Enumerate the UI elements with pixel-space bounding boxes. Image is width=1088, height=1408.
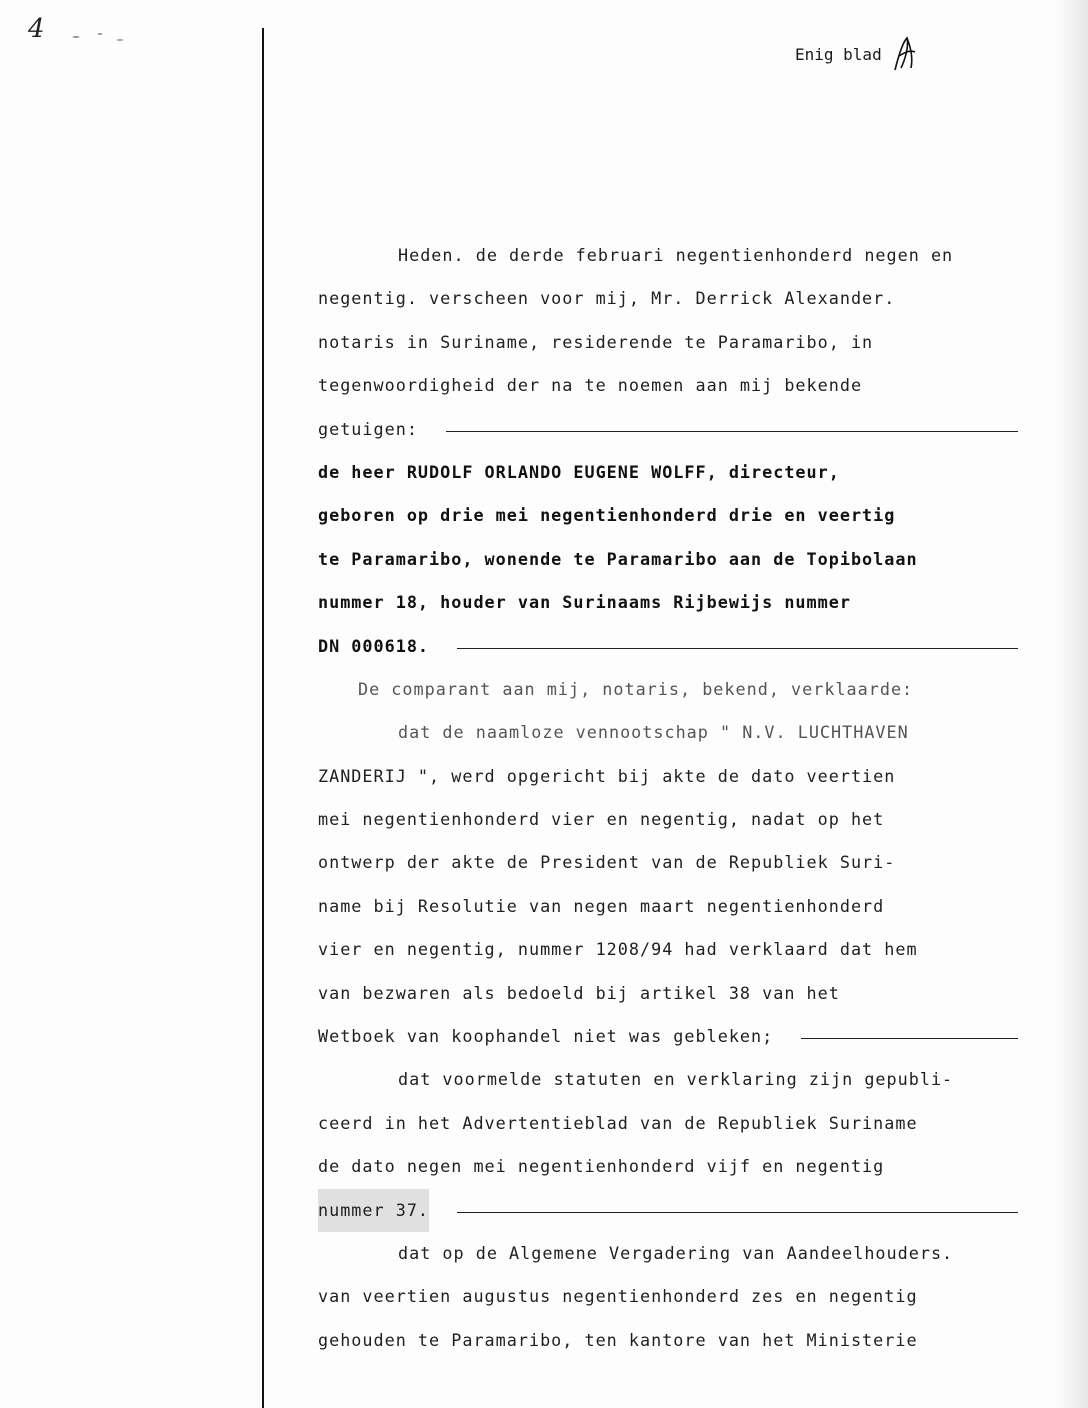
corner-handwritten-mark: 4 [28, 14, 45, 44]
text-line: ceerd in het Advertentieblad van de Republiek Suriname [318, 1112, 918, 1133]
corner-smudge [52, 22, 132, 52]
text-line: vier en negentig, nummer 1208/94 had verklaard dat hem [318, 939, 918, 960]
page-header [795, 34, 917, 74]
text-line: van bezwaren als bedoeld bij artikel 38 van het [318, 982, 840, 1003]
header-label: Enig blad [795, 45, 882, 64]
fill-rule [801, 1038, 1018, 1039]
fill-rule [446, 431, 1018, 432]
text-line: notaris in Suriname, residerende te Paramaribo, in [318, 331, 874, 352]
text-line: gehouden te Paramaribo, ten kantore van het Ministerie [318, 1329, 918, 1350]
text-line: negentig. verscheen voor mij, Mr. Derrick Alexander. [318, 288, 896, 309]
text-line: nummer 37. [318, 1189, 1018, 1232]
text-line: de dato negen mei negentienhonderd vijf en negentig [318, 1156, 885, 1177]
text-line: dat de naamloze vennootschap " N.V. LUCHTHAVEN [398, 722, 909, 743]
deed-body [318, 234, 1018, 1362]
fill-rule [457, 1212, 1018, 1213]
text-line: De comparant aan mij, notaris, bekend, verklaarde: [358, 678, 914, 699]
text-line: tegenwoordigheid der na te noemen aan mij bekende [318, 375, 863, 396]
text-line: name bij Resolutie van negen maart negentienhonderd [318, 895, 885, 916]
text-line: DN 000618. [318, 625, 1018, 668]
text-line: de heer RUDOLF ORLANDO EUGENE WOLFF, directeur, [318, 461, 840, 482]
fill-rule [457, 648, 1018, 649]
text-line: nummer 18, houder van Surinaams Rijbewijs nummer [318, 592, 851, 613]
text-line: dat voormelde statuten en verklaring zijn gepubli- [398, 1069, 954, 1090]
scan-edge-shadow [1054, 0, 1088, 1408]
text-line: ZANDERIJ ", werd opgericht bij akte de dato veertien [318, 765, 896, 786]
text-line: dat op de Algemene Vergadering van Aandeelhouders. [398, 1242, 954, 1263]
text-line: getuigen: [318, 408, 1018, 451]
text-line: Wetboek van koophandel niet was gebleken; [318, 1015, 1018, 1058]
text-line: geboren op drie mei negentienhonderd drie en veertig [318, 505, 896, 526]
text-line: ontwerp der akte de President van de Republiek Suri- [318, 852, 896, 873]
text-line: Heden. de derde februari negentienhonderd negen en [398, 245, 954, 265]
margin-line [262, 28, 264, 1408]
initials-signature-icon [891, 34, 917, 74]
text-line: van veertien augustus negentienhonderd zes en negentig [318, 1286, 918, 1307]
text-line: te Paramaribo, wonende te Paramaribo aan de Topibolaan [318, 548, 918, 569]
text-line: mei negentienhonderd vier en negentig, nadat op het [318, 809, 885, 830]
